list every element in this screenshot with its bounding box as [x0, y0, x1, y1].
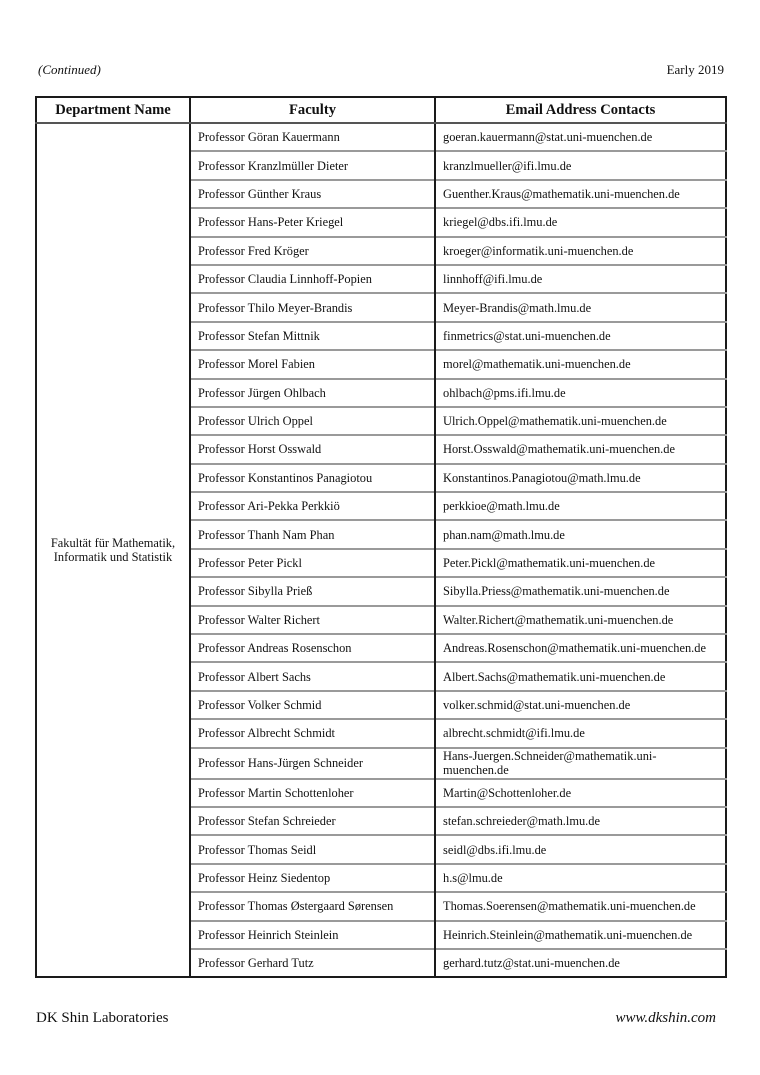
faculty-name-cell: Professor Göran Kauermann [190, 123, 435, 151]
faculty-name-cell: Professor Jürgen Ohlbach [190, 379, 435, 407]
email-address-cell[interactable]: ohlbach@pms.ifi.lmu.de [435, 379, 726, 407]
faculty-name-cell: Professor Gerhard Tutz [190, 949, 435, 977]
faculty-name-cell: Professor Fred Kröger [190, 237, 435, 265]
email-address-cell[interactable]: Peter.Pickl@mathematik.uni-muenchen.de [435, 549, 726, 577]
faculty-name-cell: Professor Thanh Nam Phan [190, 520, 435, 548]
faculty-name-cell: Professor Heinz Siedentop [190, 864, 435, 892]
email-address-cell[interactable]: Sibylla.Priess@mathematik.uni-muenchen.de [435, 577, 726, 605]
email-address-cell[interactable]: Hans-Juergen.Schneider@mathematik.uni- muenchen.de [435, 748, 726, 779]
email-address-cell[interactable]: volker.schmid@stat.uni-muenchen.de [435, 691, 726, 719]
email-address-cell[interactable]: perkkioe@math.lmu.de [435, 492, 726, 520]
continued-label: (Continued) [38, 62, 101, 77]
email-address-cell[interactable]: Heinrich.Steinlein@mathematik.uni-muenchen.de [435, 921, 726, 949]
faculty-name-cell: Professor Horst Osswald [190, 435, 435, 463]
faculty-name-cell: Professor Hans-Jürgen Schneider [190, 748, 435, 779]
faculty-name-cell: Professor Thilo Meyer-Brandis [190, 293, 435, 321]
faculty-contacts-table [35, 96, 727, 978]
column-header-department: Department Name [36, 97, 190, 123]
faculty-name-cell: Professor Stefan Schreieder [190, 807, 435, 835]
email-address-cell[interactable]: Andreas.Rosenschon@mathematik.uni-muenchen.de [435, 634, 726, 662]
faculty-name-cell: Professor Thomas Seidl [190, 835, 435, 863]
column-header-email: Email Address Contacts [435, 97, 726, 123]
faculty-name-cell: Professor Albert Sachs [190, 662, 435, 690]
faculty-name-cell: Professor Kranzlmüller Dieter [190, 151, 435, 179]
faculty-name-cell: Professor Morel Fabien [190, 350, 435, 378]
footer-organization: DK Shin Laboratories [36, 1010, 169, 1026]
document-date: Early 2019 [666, 62, 724, 77]
email-address-cell[interactable]: Horst.Osswald@mathematik.uni-muenchen.de [435, 435, 726, 463]
email-address-cell[interactable]: morel@mathematik.uni-muenchen.de [435, 350, 726, 378]
email-address-cell[interactable]: kroeger@informatik.uni-muenchen.de [435, 237, 726, 265]
faculty-name-cell: Professor Andreas Rosenschon [190, 634, 435, 662]
faculty-name-cell: Professor Volker Schmid [190, 691, 435, 719]
email-address-cell[interactable]: Walter.Richert@mathematik.uni-muenchen.de [435, 606, 726, 634]
email-address-cell[interactable]: Albert.Sachs@mathematik.uni-muenchen.de [435, 662, 726, 690]
footer-website[interactable]: www.dkshin.com [615, 1010, 716, 1026]
email-address-cell[interactable]: linnhoff@ifi.lmu.de [435, 265, 726, 293]
email-address-cell[interactable]: finmetrics@stat.uni-muenchen.de [435, 322, 726, 350]
faculty-name-cell: Professor Günther Kraus [190, 180, 435, 208]
email-address-cell[interactable]: albrecht.schmidt@ifi.lmu.de [435, 719, 726, 747]
email-address-cell[interactable]: stefan.schreieder@math.lmu.de [435, 807, 726, 835]
email-address-cell[interactable]: Konstantinos.Panagiotou@math.lmu.de [435, 464, 726, 492]
faculty-name-cell: Professor Claudia Linnhoff-Popien [190, 265, 435, 293]
faculty-name-cell: Professor Sibylla Prieß [190, 577, 435, 605]
faculty-name-cell: Professor Konstantinos Panagiotou [190, 464, 435, 492]
column-header-faculty: Faculty [190, 97, 435, 123]
faculty-name-cell: Professor Thomas Østergaard Sørensen [190, 892, 435, 920]
email-address-cell[interactable]: kranzlmueller@ifi.lmu.de [435, 151, 726, 179]
email-address-cell[interactable]: kriegel@dbs.ifi.lmu.de [435, 208, 726, 236]
faculty-name-cell: Professor Martin Schottenloher [190, 779, 435, 807]
table-header-row [36, 97, 726, 123]
email-address-cell[interactable]: Thomas.Soerensen@mathematik.uni-muenchen.de [435, 892, 726, 920]
faculty-name-cell: Professor Ulrich Oppel [190, 407, 435, 435]
faculty-name-cell: Professor Ari-Pekka Perkkiö [190, 492, 435, 520]
faculty-name-cell: Professor Albrecht Schmidt [190, 719, 435, 747]
email-address-cell[interactable]: phan.nam@math.lmu.de [435, 520, 726, 548]
email-address-cell[interactable]: Ulrich.Oppel@mathematik.uni-muenchen.de [435, 407, 726, 435]
faculty-name-cell: Professor Hans-Peter Kriegel [190, 208, 435, 236]
faculty-name-cell: Professor Walter Richert [190, 606, 435, 634]
email-address-cell[interactable]: Guenther.Kraus@mathematik.uni-muenchen.de [435, 180, 726, 208]
faculty-name-cell: Professor Heinrich Steinlein [190, 921, 435, 949]
faculty-name-cell: Professor Peter Pickl [190, 549, 435, 577]
email-address-cell[interactable]: goeran.kauermann@stat.uni-muenchen.de [435, 123, 726, 151]
email-address-cell[interactable]: Martin@Schottenloher.de [435, 779, 726, 807]
department-name-cell: Fakultät für Mathematik, Informatik und Statistik [50, 536, 176, 565]
faculty-name-cell: Professor Stefan Mittnik [190, 322, 435, 350]
email-address-cell[interactable]: h.s@lmu.de [435, 864, 726, 892]
email-address-cell[interactable]: seidl@dbs.ifi.lmu.de [435, 835, 726, 863]
table-row [36, 123, 726, 151]
email-address-cell[interactable]: Meyer-Brandis@math.lmu.de [435, 293, 726, 321]
email-address-cell[interactable]: gerhard.tutz@stat.uni-muenchen.de [435, 949, 726, 977]
